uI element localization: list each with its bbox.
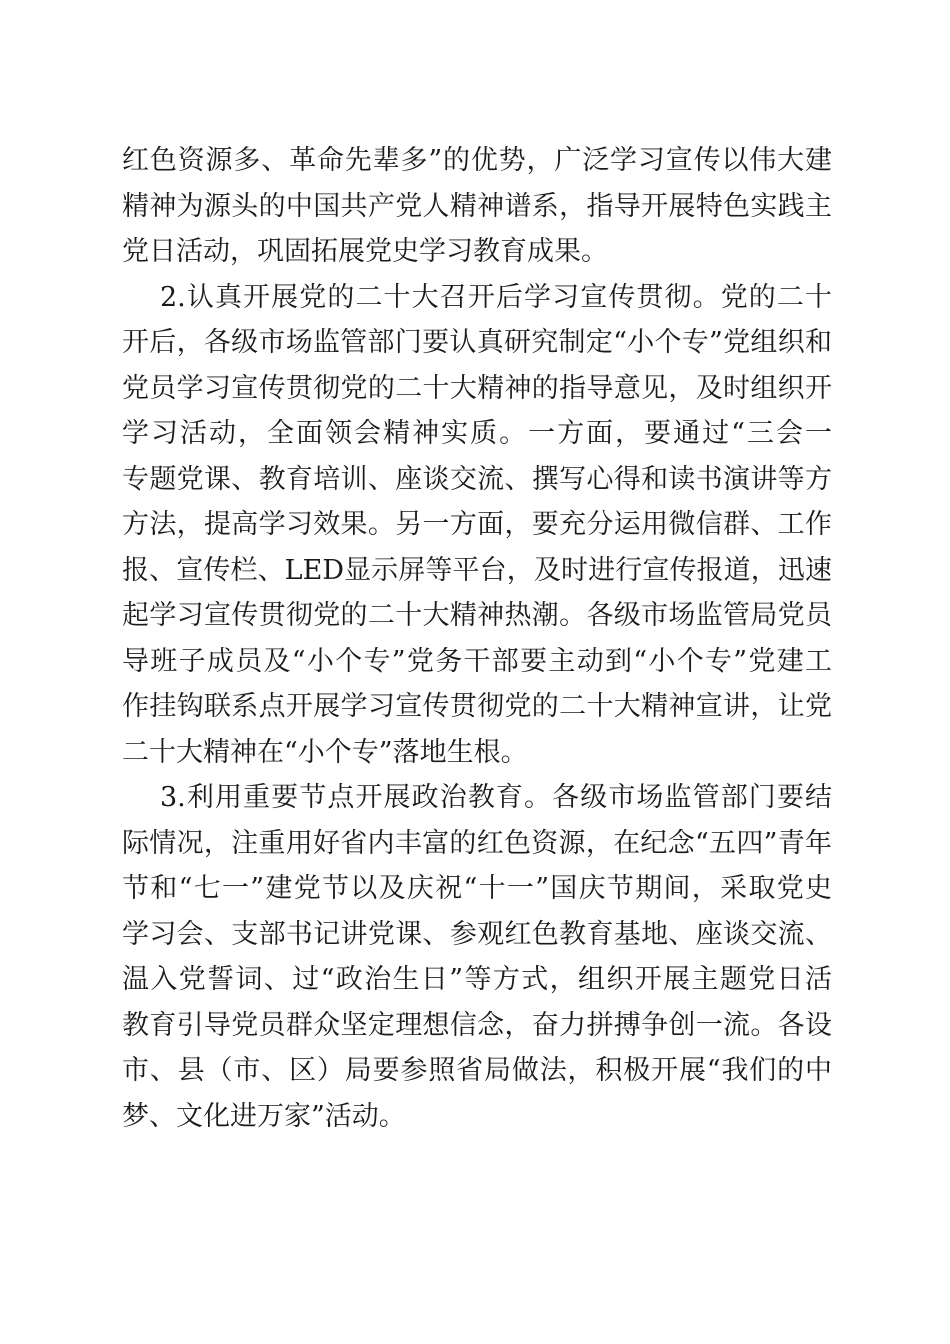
text-line: 市、县（市、区）局要参照省局做法，积极开展“我们的中 <box>122 1055 832 1086</box>
text-line: 开后，各级市场监管部门要认真研究制定“小个专”党组织和 <box>122 327 832 358</box>
text-line: 际情况，注重用好省内丰富的红色资源，在纪念“五四”青年 <box>122 827 832 859</box>
text-line: 方法，提高学习效果。另一方面，要充分运用微信群、工作 <box>122 509 832 540</box>
text-line: 精神为源头的中国共产党人精神谱系，指导开展特色实践主 <box>122 190 832 222</box>
paragraph-heading-line: 3.利用重要节点开展政治教育。各级市场监管部门要结 <box>160 782 832 813</box>
text-line: 学习会、支部书记讲党课、参观红色教育基地、座谈交流、 <box>122 918 832 950</box>
text-line: 温入党誓词、过“政治生日”等方式，组织开展主题党日活 <box>122 964 832 995</box>
text-line: 党员学习宣传贯彻党的二十大精神的指导意见，及时组织开 <box>122 372 832 404</box>
text-line: 教育引导党员群众坚定理想信念，奋力拼搏争创一流。各设 <box>122 1009 832 1041</box>
text-line: 二十大精神在“小个专”落地生根。 <box>122 736 528 768</box>
text-line: 专题党课、教育培训、座谈交流、撰写心得和读书演讲等方 <box>122 463 832 495</box>
text-line: 学习活动，全面领会精神实质。一方面，要通过“三会一 <box>122 418 832 449</box>
paragraph-heading-line: 2.认真开展党的二十大召开后学习宣传贯彻。党的二十 <box>160 281 832 313</box>
text-line: 报、宣传栏、LED显示屏等平台，及时进行宣传报道，迅速 <box>122 554 832 586</box>
text-line: 党日活动，巩固拓展党史学习教育成果。 <box>122 236 608 267</box>
text-line: 梦、文化进万家”活动。 <box>122 1100 406 1132</box>
text-line: 导班子成员及“小个专”党务干部要主动到“小个专”党建工 <box>122 645 832 677</box>
text-line: 红色资源多、革命先辈多”的优势，广泛学习宣传以伟大建 <box>122 145 832 176</box>
text-line: 作挂钩联系点开展学习宣传贯彻党的二十大精神宣讲，让党 <box>122 691 832 722</box>
text-line: 起学习宣传贯彻党的二十大精神热潮。各级市场监管局党员 <box>122 600 832 631</box>
body-text <box>122 138 832 1139</box>
text-line: 节和“七一”建党节以及庆祝“十一”国庆节期间，采取党史 <box>122 873 832 904</box>
